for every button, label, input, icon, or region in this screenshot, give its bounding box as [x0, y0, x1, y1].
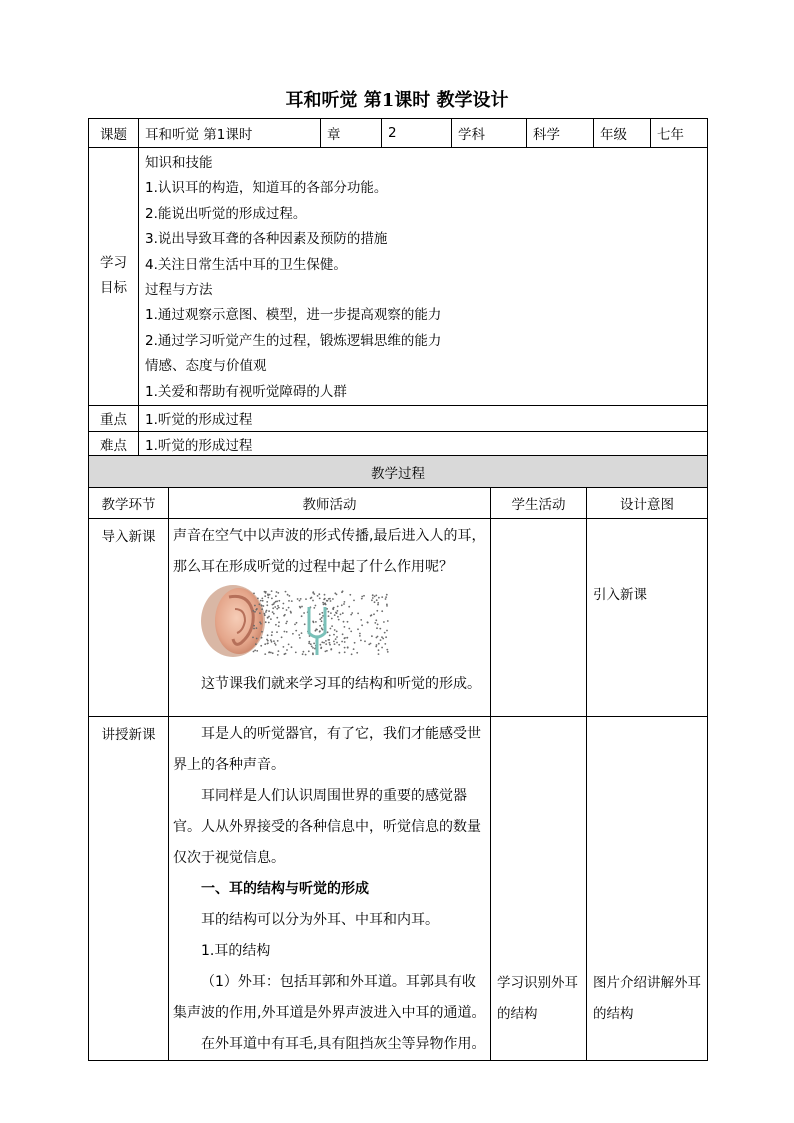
tuning-fork-icon [309, 607, 325, 655]
intro-text: 声音在空气中以声波的形式传播,最后进入人的耳，那么耳在形成听觉的过程中起了什么作用呢？ [173, 528, 486, 575]
lecture-paragraph: 耳是人的听觉器官，有了它，我们才能感受世界上的各种声音。 [173, 726, 481, 773]
lecture-intent: 图片介绍讲解外耳的结构 [587, 717, 708, 1061]
lecture-student-activity: 学习识别外耳的结构 [491, 717, 587, 1061]
topic-label: 课题 [89, 119, 139, 148]
info-table [88, 118, 708, 458]
intro-closing-text: 这节课我们就来学习耳的结构和听觉的形成。 [201, 676, 481, 692]
objective-line: 过程与方法 [145, 281, 213, 298]
sound-wave-icon [252, 590, 389, 656]
column-header-student: 学生活动 [491, 488, 587, 519]
topic-value: 耳和听觉 第1课时 [139, 119, 321, 148]
ear-soundwave-illustration [169, 583, 489, 663]
intro-stage: 导入新课 [89, 519, 169, 717]
objective-line: 2.通过学习听觉产生的过程，锻炼逻辑思维的能力 [145, 332, 442, 349]
ear-icon [201, 585, 265, 657]
intro-teacher-activity [169, 519, 491, 717]
chapter-label: 章 [321, 119, 382, 148]
grade-label: 年级 [594, 119, 651, 148]
objective-line: 1.认识耳的构造，知道耳的各部分功能。 [145, 180, 388, 197]
objective-line: 3.说出导致耳聋的各种因素及预防的措施 [145, 231, 388, 248]
difficulty-value: 1.听觉的形成过程 [139, 431, 708, 457]
column-header-teacher: 教师活动 [169, 488, 491, 519]
key-point-value: 1.听觉的形成过程 [139, 405, 708, 431]
difficulty-label: 难点 [89, 431, 139, 457]
chapter-value: 2 [382, 119, 452, 148]
process-table [88, 455, 708, 1061]
objectives-content [139, 148, 708, 406]
subject-label: 学科 [452, 119, 527, 148]
lecture-paragraph: 1.耳的结构 [201, 943, 271, 959]
grade-value: 七年 [651, 119, 708, 148]
lecture-stage: 讲授新课 [89, 717, 169, 1061]
process-header: 教学过程 [89, 456, 708, 488]
column-header-intent: 设计意图 [587, 488, 708, 519]
intro-image-row [169, 583, 490, 663]
objectives-label-line2: 目标 [100, 280, 127, 297]
objective-line: 4.关注日常生活中耳的卫生保健。 [145, 256, 347, 273]
intro-student-activity [491, 519, 587, 717]
lecture-paragraph: 耳的结构可以分为外耳、中耳和内耳。 [201, 912, 439, 928]
objectives-label [89, 148, 139, 406]
objective-line: 知识和技能 [145, 155, 213, 171]
objectives-label-line1: 学习 [100, 255, 127, 272]
lecture-paragraph: 耳同样是人们认识周围世界的重要的感觉器官。人从外界接受的各种信息中，听觉信息的数量仅次于视觉信息。 [173, 788, 481, 866]
lecture-paragraph: 在外耳道中有耳毛,具有阻挡灰尘等异物作用。 [201, 1036, 486, 1052]
objective-line: 情感、态度与价值观 [145, 358, 267, 375]
lecture-heading: 一、耳的结构与听觉的形成 [201, 881, 369, 897]
objective-line: 1.关爱和帮助有视听觉障碍的人群 [145, 383, 347, 400]
objective-line: 2.能说出听觉的形成过程。 [145, 205, 307, 222]
column-header-stage: 教学环节 [89, 488, 169, 519]
objective-line: 1.通过观察示意图、模型，进一步提高观察的能力 [145, 307, 442, 324]
key-point-label: 重点 [89, 405, 139, 431]
intro-intent: 引入新课 [587, 519, 708, 717]
document-title: 耳和听觉 第1课时 教学设计 [285, 90, 509, 111]
lecture-teacher-activity [169, 717, 491, 1061]
lecture-paragraph: （1）外耳：包括耳郭和外耳道。耳郭具有收集声波的作用,外耳道是外界声波进入中耳的通道。 [173, 974, 486, 1021]
subject-value: 科学 [527, 119, 594, 148]
